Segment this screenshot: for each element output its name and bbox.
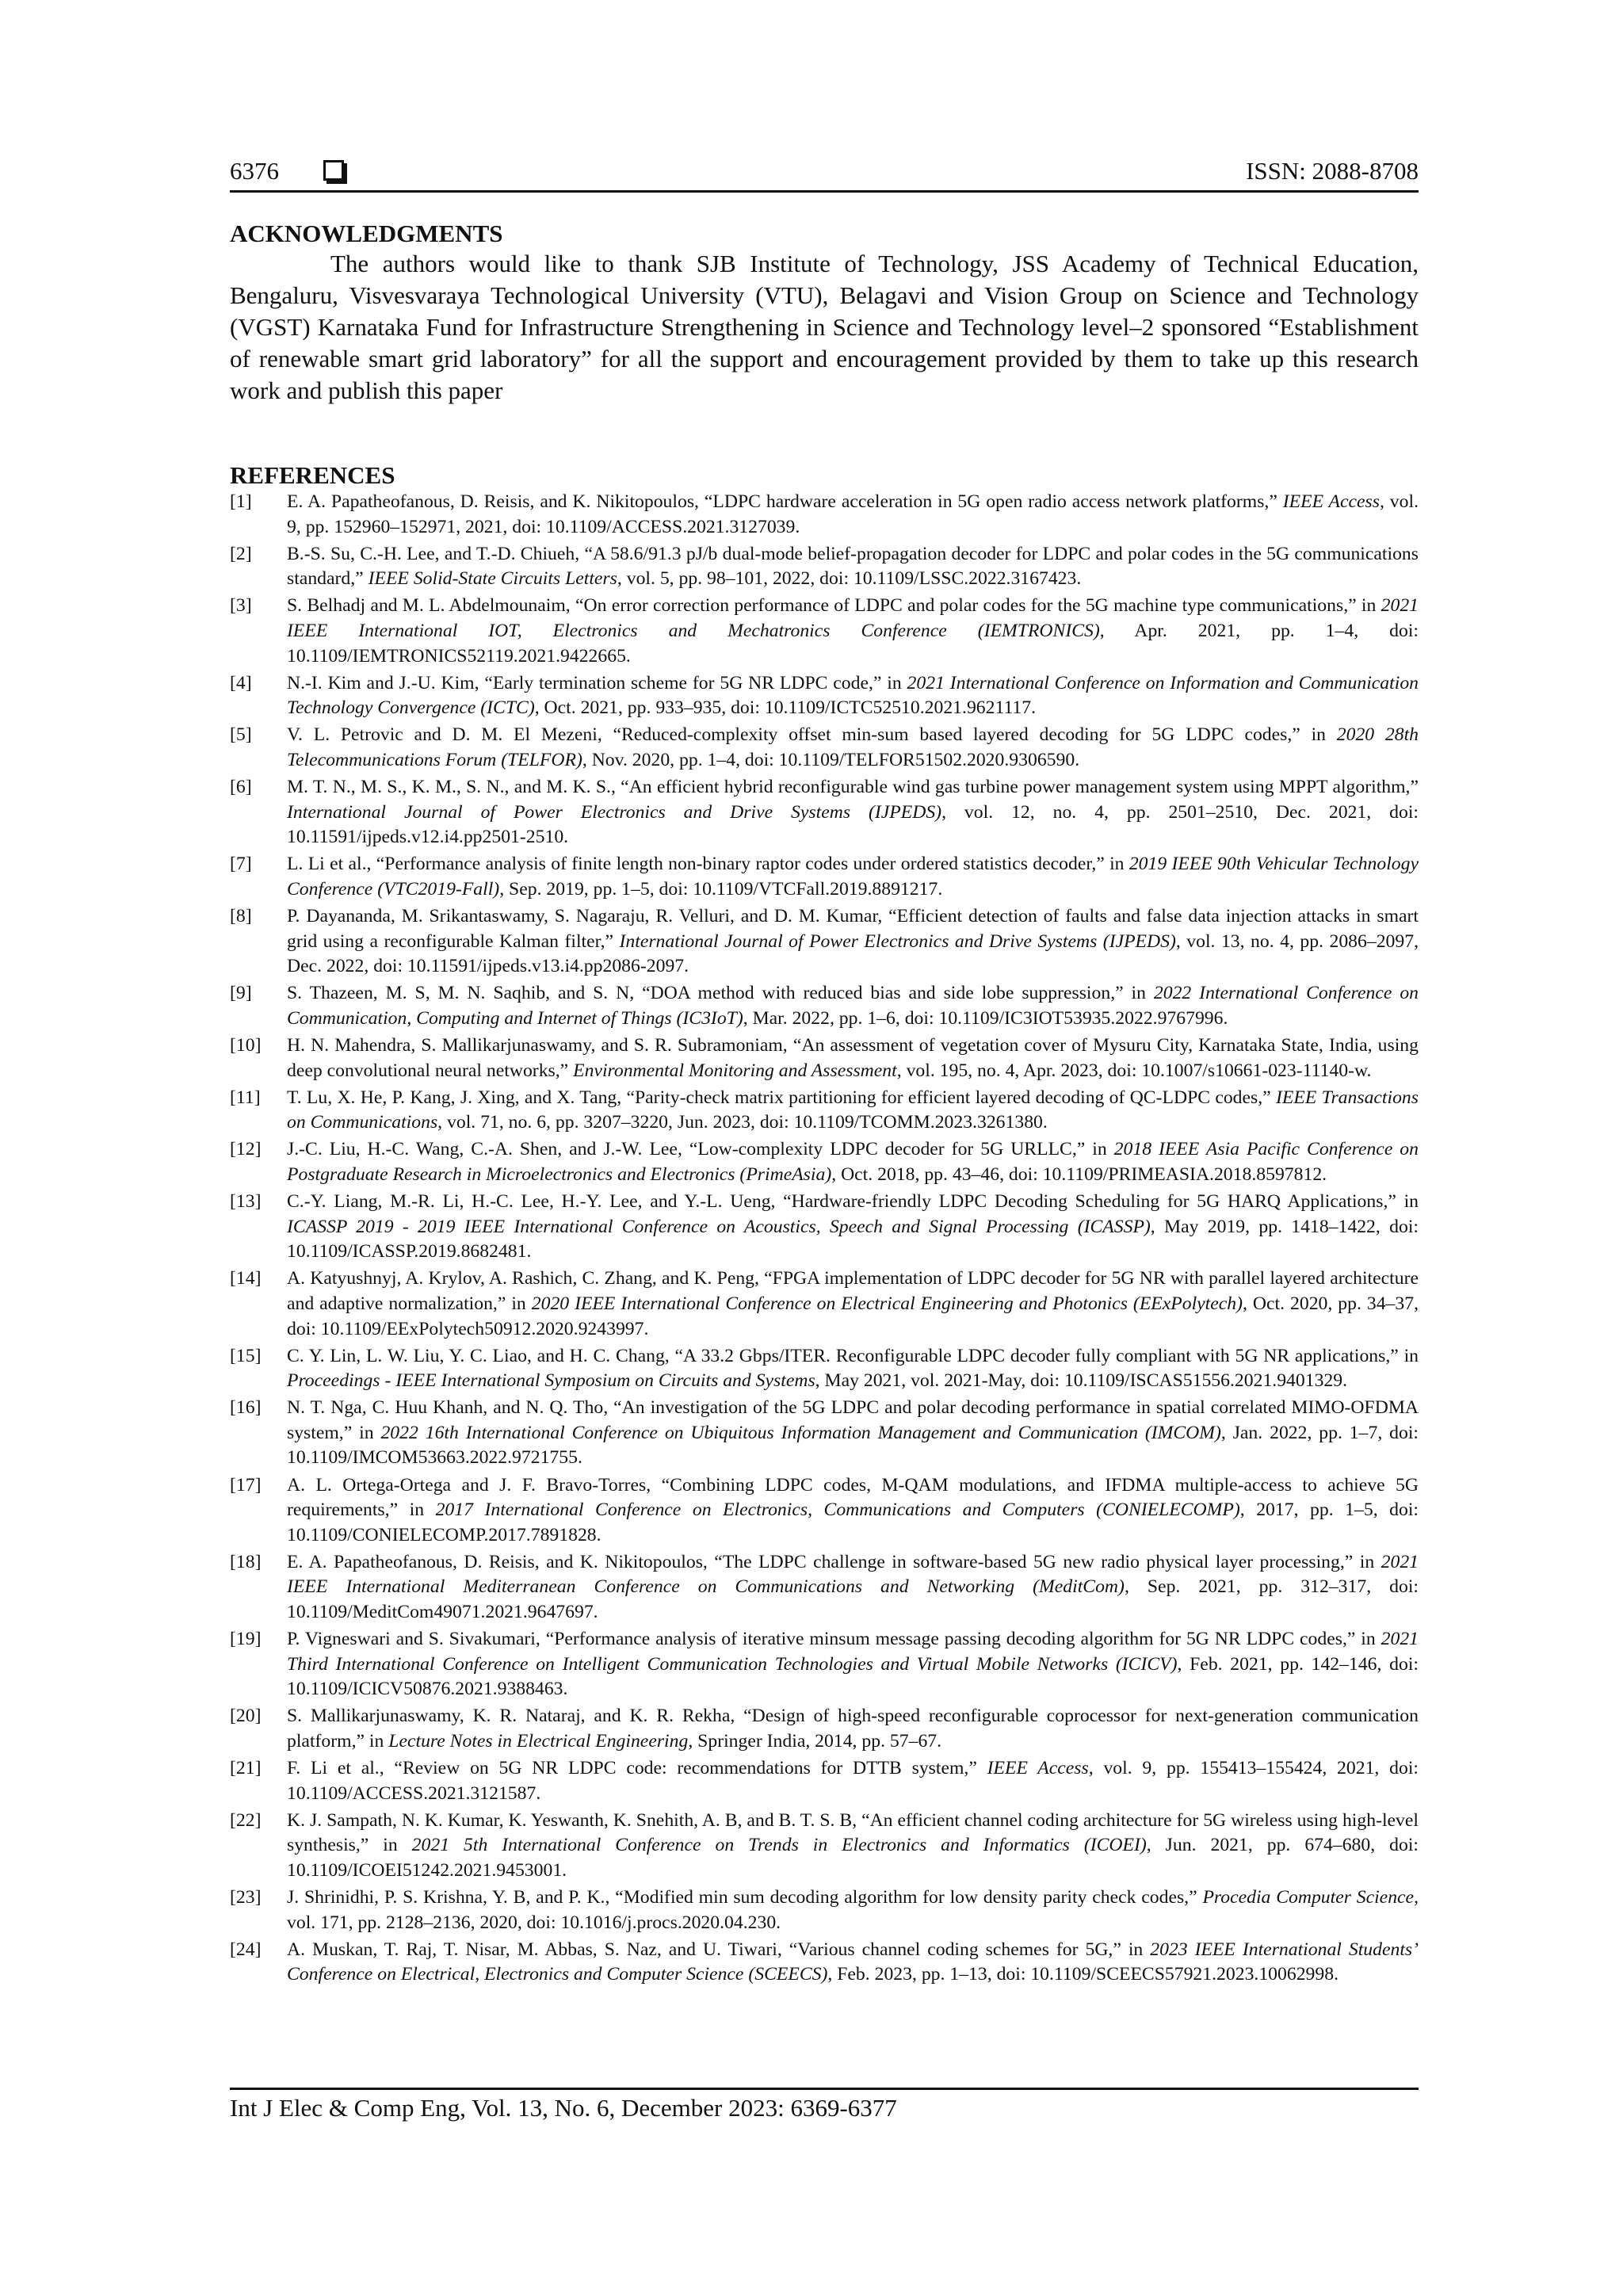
reference-number: [24] — [230, 1939, 262, 1960]
reference-details: , vol. 9, pp. 155413–155424, 2021, doi: 10.1109/ACCESS.2021.3121587. — [287, 1758, 1419, 1804]
page-footer: Int J Elec & Comp Eng, Vol. 13, No. 6, December 2023: 6369-6377 — [230, 2094, 897, 2122]
acknowledgments-heading: ACKNOWLEDGMENTS — [230, 220, 503, 247]
reference-item — [230, 671, 1419, 721]
reference-details: , vol. 12, no. 4, pp. 2501–2510, Dec. 2021, doi: 10.11591/ijpeds.v12.i4.pp2501-2510. — [287, 801, 1419, 848]
reference-details: , Mar. 2022, pp. 1–6, doi: 10.1109/IC3IOT53935.2022.9767996. — [743, 1007, 1228, 1029]
reference-details: , Feb. 2023, pp. 1–13, doi: 10.1109/SCEECS57921.2023.10062998. — [827, 1964, 1339, 1985]
reference-number: [5] — [230, 724, 252, 746]
reference-citation: H. N. Mahendra, S. Mallikarjunaswamy, and S. R. Subramoniam, “An assessment of vegetation cover of Mysuru City, Karnataka State, India, using deep convolutional neural networks,” — [287, 1034, 1419, 1081]
reference-details: , May 2021, vol. 2021-May, doi: 10.1109/ISCAS51556.2021.9401329. — [815, 1370, 1348, 1392]
reference-citation: S. Mallikarjunaswamy, K. R. Nataraj, and K. R. Rekha, “Design of high-speed reconfigurable coprocessor for next-generation communication platform,” in — [287, 1706, 1419, 1752]
reference-details: , Jan. 2022, pp. 1–7, doi: 10.1109/IMCOM53663.2022.9721755. — [287, 1422, 1419, 1469]
reference-text — [287, 1885, 1419, 1935]
acknowledgments-body: The authors would like to thank SJB Institute of Technology, JSS Academy of Technical Education, Bengaluru, Visvesvaraya Technological University (VTU), Belagavi and Vision Group on Science and Technology (VGST) Karnataka Fund for Infrastructure Strengthening in Science and Technology level–2 sponsored “Establishment of renewable smart grid laboratory” for all the support and encouragement provided by them to take up this research work and publish this paper — [230, 250, 1419, 404]
reference-venue: IEEE Transactions on Communications — [287, 1087, 1419, 1133]
reference-venue: IEEE Access — [987, 1758, 1089, 1779]
reference-citation: L. Li et al., “Performance analysis of finite length non-binary raptor codes under ordered statistics decoder,” in — [287, 854, 1129, 875]
reference-citation: C. Y. Lin, L. W. Liu, Y. C. Liao, and H. C. Chang, “A 33.2 Gbps/ITER. Reconfigurable LDPC decoder fully compliant with 5G NR applications,” in — [287, 1345, 1419, 1366]
reference-citation: P. Vigneswari and S. Sivakumari, “Performance analysis of iterative minsum message passing decoding algorithm for 5G NR LDPC codes,” in — [287, 1629, 1381, 1650]
reference-citation: S. Belhadj and M. L. Abdelmounaim, “On error correction performance of LDPC and polar codes for the 5G machine type communications,” in — [287, 595, 1381, 617]
reference-item — [230, 904, 1419, 980]
reference-item — [230, 852, 1419, 902]
reference-number: [13] — [230, 1191, 262, 1213]
reference-details: , vol. 5, pp. 98–101, 2022, doi: 10.1109/LSSC.2022.3167423. — [617, 568, 1082, 590]
reference-number: [14] — [230, 1268, 262, 1289]
reference-citation: T. Lu, X. He, P. Kang, J. Xing, and X. Tang, “Parity-check matrix partitioning for efficient layered decoding of QC-LDPC codes,” — [287, 1087, 1276, 1108]
reference-text — [287, 852, 1419, 902]
reference-venue: 2018 IEEE Asia Pacific Conference on Postgraduate Research in Microelectronics and Electronics (PrimeAsia) — [287, 1139, 1419, 1185]
reference-number: [23] — [230, 1887, 262, 1908]
reference-details: , Feb. 2021, pp. 142–146, doi: 10.1109/ICICV50876.2021.9388463. — [287, 1653, 1419, 1700]
reference-details: , vol. 195, no. 4, Apr. 2023, doi: 10.1007/s10661-023-11140-w. — [896, 1060, 1372, 1081]
reference-venue: 2021 International Conference on Information and Communication Technology Convergence (ICTC) — [287, 672, 1419, 719]
reference-number: [10] — [230, 1034, 262, 1056]
reference-number: [17] — [230, 1474, 262, 1496]
page-header — [230, 155, 1419, 190]
reference-text — [287, 1137, 1419, 1187]
reference-text — [287, 775, 1419, 850]
reference-citation: J. Shrinidhi, P. S. Krishna, Y. B, and P. K., “Modified min sum decoding algorithm for low density parity check codes,” — [287, 1887, 1203, 1908]
reference-venue: 2021 Third International Conference on Intelligent Communication Technologies and Virtual Mobile Networks (ICICV) — [287, 1629, 1419, 1675]
reference-venue: 2020 IEEE International Conference on Electrical Engineering and Photonics (EExPolytech) — [531, 1293, 1243, 1314]
reference-text — [287, 1550, 1419, 1626]
reference-details: , Springer India, 2014, pp. 57–67. — [688, 1731, 942, 1752]
reference-number: [6] — [230, 777, 252, 798]
reference-text — [287, 904, 1419, 980]
reference-item — [230, 1938, 1419, 1988]
reference-item — [230, 1473, 1419, 1549]
reference-venue: Environmental Monitoring and Assessment — [573, 1060, 897, 1081]
reference-details: , Jun. 2021, pp. 674–680, doi: 10.1109/ICOEI51242.2021.9453001. — [287, 1835, 1419, 1881]
reference-venue: IEEE Access — [1282, 491, 1380, 512]
reference-citation: K. J. Sampath, N. K. Kumar, K. Yeswanth, K. Snehith, A. B, and B. T. S. B, “An efficient channel coding architecture for 5G wireless using high-level synthesis,” in — [287, 1809, 1419, 1856]
reference-item — [230, 1550, 1419, 1626]
reference-citation: F. Li et al., “Review on 5G NR LDPC code: recommendations for DTTB system,” — [287, 1758, 987, 1779]
reference-citation: S. Thazeen, M. S, M. N. Saqhib, and S. N, “DOA method with reduced bias and side lobe suppression,” in — [287, 983, 1154, 1004]
reference-citation: E. A. Papatheofanous, D. Reisis, and K. Nikitopoulos, “The LDPC challenge in software-based 5G new radio physical layer processing,” in — [287, 1551, 1381, 1572]
reference-text — [287, 1190, 1419, 1265]
reference-number: [19] — [230, 1629, 262, 1650]
header-rule — [230, 190, 1419, 193]
reference-citation: B.-S. Su, C.-H. Lee, and T.-D. Chiueh, “A 58.6/91.3 pJ/b dual-mode belief-propagation decoder for LDPC and polar codes in the 5G communications standard,” — [287, 543, 1419, 590]
reference-citation: M. T. N., M. S., K. M., S. N., and M. K. S., “An efficient hybrid reconfigurable wind gas turbine power management system using MPPT algorithm,” — [287, 777, 1419, 798]
page-number: 6376 — [230, 157, 279, 185]
reference-number: [1] — [230, 491, 252, 512]
reference-item — [230, 723, 1419, 773]
reference-item — [230, 594, 1419, 669]
reference-details: , Sep. 2019, pp. 1–5, doi: 10.1109/VTCFall.2019.8891217. — [499, 878, 943, 900]
reference-item — [230, 1756, 1419, 1806]
reference-text — [287, 1344, 1419, 1394]
reference-item — [230, 1344, 1419, 1394]
reference-item — [230, 1627, 1419, 1702]
reference-venue: International Journal of Power Electronics and Drive Systems (IJPEDS) — [619, 930, 1176, 952]
reference-venue: 2019 IEEE 90th Vehicular Technology Conference (VTC2019-Fall) — [287, 854, 1419, 900]
reference-number: [2] — [230, 543, 252, 564]
reference-venue: 2021 IEEE International IOT, Electronics and Mechatronics Conference (IEMTRONICS) — [287, 595, 1419, 641]
reference-details: , 2017, pp. 1–5, doi: 10.1109/CONIELECOMP.2017.7891828. — [287, 1499, 1419, 1545]
reference-number: [16] — [230, 1397, 262, 1419]
reference-number: [4] — [230, 672, 252, 693]
reference-text — [287, 490, 1419, 540]
reference-text — [287, 671, 1419, 721]
reference-venue: 2022 16th International Conference on Ubiquitous Information Management and Communication (IMCOM) — [380, 1422, 1221, 1443]
reference-venue: IEEE Solid-State Circuits Letters — [368, 568, 617, 590]
reference-venue: 2020 28th Telecommunications Forum (TELFOR) — [287, 724, 1419, 770]
reference-venue: 2017 International Conference on Electronics, Communications and Computers (CONIELECOMP) — [435, 1499, 1240, 1521]
references-heading: REFERENCES — [230, 461, 395, 489]
reference-citation: N. T. Nga, C. Huu Khanh, and N. Q. Tho, “An investigation of the 5G LDPC and polar decoding performance in spatial correlated MIMO-OFDMA system,” in — [287, 1397, 1419, 1443]
reference-text — [287, 1627, 1419, 1702]
reference-text — [287, 1033, 1419, 1083]
reference-item — [230, 1033, 1419, 1083]
reference-item — [230, 1704, 1419, 1754]
reference-details: , Oct. 2020, pp. 34–37, doi: 10.1109/EExPolytech50912.2020.9243997. — [287, 1293, 1419, 1339]
reference-number: [15] — [230, 1345, 262, 1366]
reference-number: [9] — [230, 983, 252, 1004]
reference-item — [230, 1266, 1419, 1342]
reference-text — [287, 981, 1419, 1031]
reference-citation: A. Muskan, T. Raj, T. Nisar, M. Abbas, S. Naz, and U. Tiwari, “Various channel coding schemes for 5G,” in — [287, 1939, 1151, 1960]
reference-venue: Procedia Computer Science — [1202, 1887, 1415, 1908]
issn-label: ISSN: 2088-8708 — [1246, 157, 1419, 185]
reference-venue: 2022 International Conference on Communication, Computing and Internet of Things (IC3IoT) — [287, 983, 1419, 1029]
footer-rule — [230, 2088, 1419, 2090]
reference-citation: V. L. Petrovic and D. M. El Mezeni, “Reduced-complexity offset min-sum based layered decoding for 5G LDPC codes,” in — [287, 724, 1337, 746]
reference-text — [287, 1704, 1419, 1754]
reference-item — [230, 1137, 1419, 1187]
reference-number: [18] — [230, 1551, 262, 1572]
reference-number: [22] — [230, 1809, 262, 1831]
reference-item — [230, 1190, 1419, 1265]
reference-details: , vol. 171, pp. 2128–2136, 2020, doi: 10.1016/j.procs.2020.04.230. — [287, 1887, 1419, 1933]
reference-item — [230, 1396, 1419, 1471]
reference-item — [230, 1086, 1419, 1136]
square-bullet-icon — [323, 160, 344, 181]
reference-text — [287, 1086, 1419, 1136]
reference-text — [287, 542, 1419, 592]
reference-number: [11] — [230, 1087, 261, 1108]
reference-venue: International Journal of Power Electronics and Drive Systems (IJPEDS) — [287, 801, 942, 823]
reference-number: [8] — [230, 906, 252, 926]
reference-details: , Sep. 2021, pp. 312–317, doi: 10.1109/MeditCom49071.2021.9647697. — [287, 1576, 1419, 1623]
reference-number: [20] — [230, 1706, 262, 1727]
reference-item — [230, 542, 1419, 592]
reference-number: [12] — [230, 1139, 262, 1160]
reference-citation: A. L. Ortega-Ortega and J. F. Bravo-Torres, “Combining LDPC codes, M-QAM modulations, and IFDMA multiple-access to achieve 5G requirements,” in — [287, 1474, 1419, 1521]
reference-details: , vol. 71, no. 6, pp. 3207–3220, Jun. 2023, doi: 10.1109/TCOMM.2023.3261380. — [437, 1112, 1048, 1133]
reference-details: , vol. 9, pp. 152960–152971, 2021, doi: 10.1109/ACCESS.2021.3127039. — [287, 491, 1419, 537]
reference-text — [287, 1809, 1419, 1884]
reference-details: , May 2019, pp. 1418–1422, doi: 10.1109/ICASSP.2019.8682481. — [287, 1216, 1419, 1263]
reference-text — [287, 1266, 1419, 1342]
reference-citation: E. A. Papatheofanous, D. Reisis, and K. Nikitopoulos, “LDPC hardware acceleration in 5G open radio access network platforms,” — [287, 491, 1283, 512]
reference-text — [287, 1756, 1419, 1806]
reference-item — [230, 1809, 1419, 1884]
reference-list — [230, 490, 1419, 1989]
reference-details: , Oct. 2021, pp. 933–935, doi: 10.1109/ICTC52510.2021.9621117. — [534, 697, 1037, 719]
reference-text — [287, 594, 1419, 669]
reference-venue: 2023 IEEE International Students’ Conference on Electrical, Electronics and Computer Science (SCEECS) — [287, 1939, 1419, 1985]
reference-details: , vol. 13, no. 4, pp. 2086–2097, Dec. 2022, doi: 10.11591/ijpeds.v13.i4.pp2086-2097. — [287, 930, 1419, 977]
reference-venue: 2021 5th International Conference on Trends in Electronics and Informatics (ICOEI) — [411, 1835, 1147, 1856]
reference-item — [230, 1885, 1419, 1935]
reference-citation: A. Katyushnyj, A. Krylov, A. Rashich, C. Zhang, and K. Peng, “FPGA implementation of LDPC decoder for 5G NR with parallel layered architecture and adaptive normalization,” in — [287, 1268, 1419, 1314]
reference-details: , Oct. 2018, pp. 43–46, doi: 10.1109/PRIMEASIA.2018.8597812. — [831, 1163, 1327, 1185]
reference-citation: P. Dayananda, M. Srikantaswamy, S. Nagaraju, R. Velluri, and D. M. Kumar, “Efficient detection of faults and false data injection attacks in smart grid using a reconfigurable Kalman filter,” — [287, 906, 1419, 952]
reference-text — [287, 1473, 1419, 1549]
reference-citation: J.-C. Liu, H.-C. Wang, C.-A. Shen, and J.-W. Lee, “Low-complexity LDPC decoder for 5G URLLC,” in — [287, 1139, 1114, 1160]
reference-citation: N.-I. Kim and J.-U. Kim, “Early termination scheme for 5G NR LDPC code,” in — [287, 672, 907, 693]
reference-venue: Lecture Notes in Electrical Engineering — [388, 1731, 689, 1752]
reference-number: [21] — [230, 1758, 262, 1779]
reference-text — [287, 1938, 1419, 1988]
reference-venue: ICASSP 2019 - 2019 IEEE International Conference on Acoustics, Speech and Signal Processing (ICASSP) — [287, 1216, 1151, 1237]
reference-venue: 2021 IEEE International Mediterranean Conference on Communications and Networking (MeditCom) — [287, 1551, 1419, 1598]
reference-item — [230, 490, 1419, 540]
reference-citation: C.-Y. Liang, M.-R. Li, H.-C. Lee, H.-Y. Lee, and Y.-L. Ueng, “Hardware-friendly LDPC Decoding Scheduling for 5G HARQ Applications,” in — [287, 1191, 1419, 1213]
reference-details: , Apr. 2021, pp. 1–4, doi: 10.1109/IEMTRONICS52119.2021.9422665. — [287, 620, 1419, 667]
reference-item — [230, 775, 1419, 850]
reference-text — [287, 1396, 1419, 1471]
reference-text — [287, 723, 1419, 773]
reference-number: [7] — [230, 854, 252, 875]
reference-item — [230, 981, 1419, 1031]
reference-venue: Proceedings - IEEE International Symposium on Circuits and Systems — [287, 1370, 815, 1392]
reference-number: [3] — [230, 595, 252, 617]
reference-details: , Nov. 2020, pp. 1–4, doi: 10.1109/TELFOR51502.2020.9306590. — [582, 749, 1080, 770]
